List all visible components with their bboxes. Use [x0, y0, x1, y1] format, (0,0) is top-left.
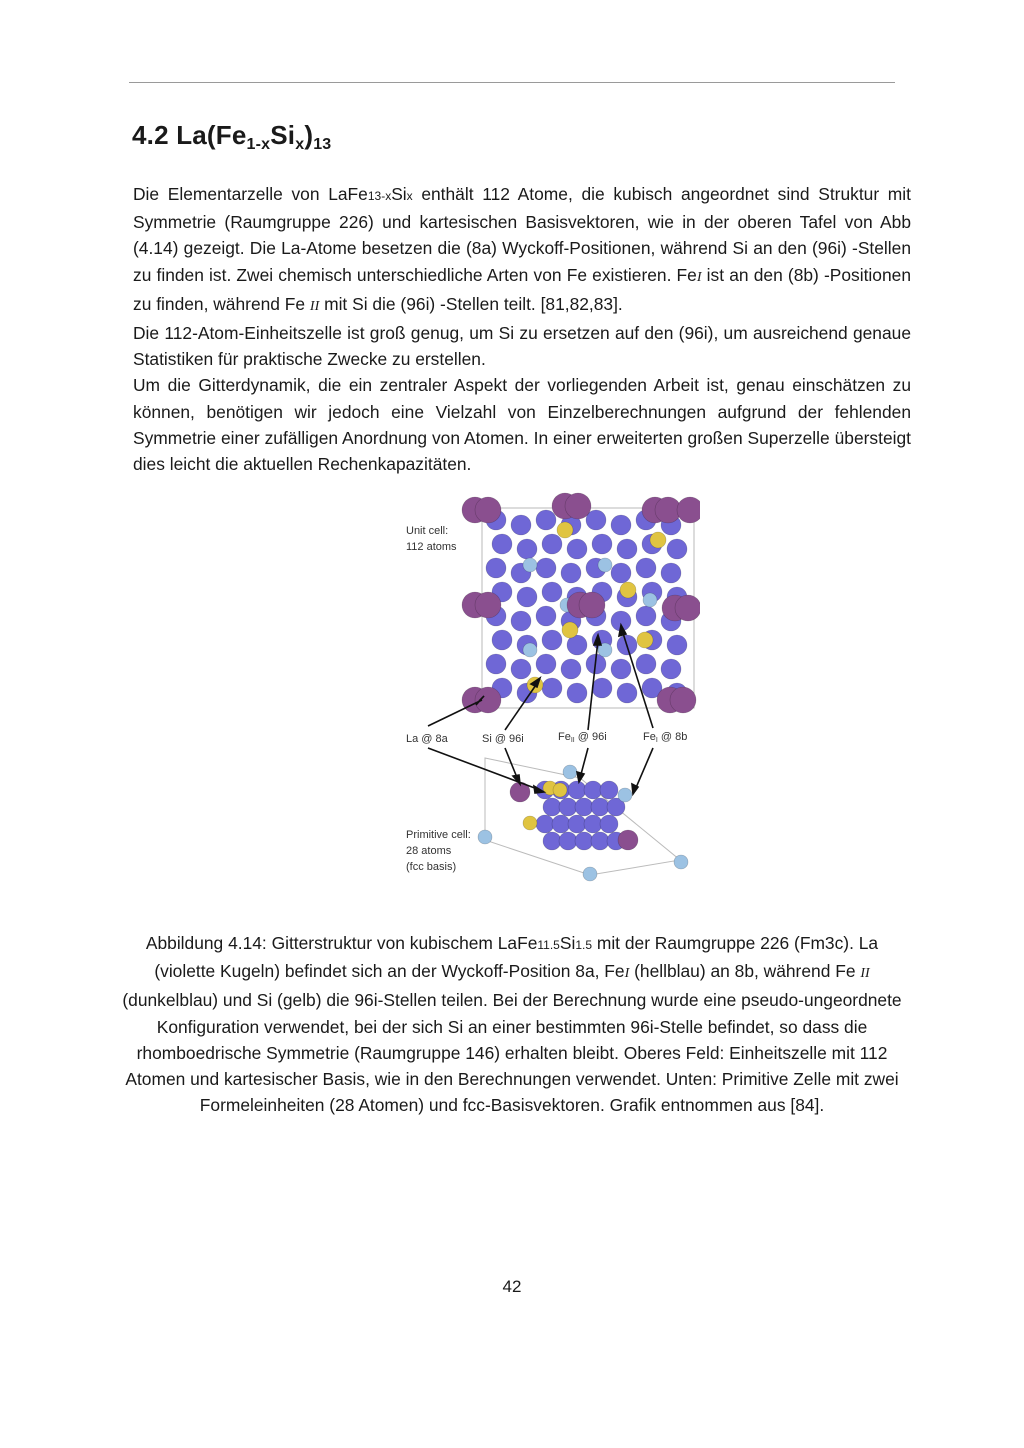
fe2-atom	[559, 798, 577, 816]
label-si-96i: Si @ 96i	[482, 733, 524, 745]
fe2-atom	[542, 534, 562, 554]
la-atom	[670, 687, 696, 713]
fe2-atom	[584, 781, 602, 799]
fe2-atom	[543, 832, 561, 850]
body-text	[133, 181, 911, 477]
fe2-atom	[517, 587, 537, 607]
fe2-atom	[511, 659, 531, 679]
fe2-atom	[567, 683, 587, 703]
fe1-atom	[523, 558, 537, 572]
fe2-atom	[511, 515, 531, 535]
fe2-atom	[617, 683, 637, 703]
unit-cell-label-1: Unit cell:	[406, 525, 449, 537]
header-rule	[129, 82, 895, 83]
fe2-atom	[611, 563, 631, 583]
fe2-atom	[636, 654, 656, 674]
crystal-structure-image	[400, 490, 700, 895]
fe2-atom	[561, 659, 581, 679]
la-atom	[475, 687, 501, 713]
fe2-atom	[536, 558, 556, 578]
fe2-atom	[542, 582, 562, 602]
label-fe1-8b: FeI @ 8b	[643, 731, 688, 744]
paragraph-2: Die 112-Atom-Einheitszelle ist groß genug, um Si zu ersetzen auf den (96i), um ausreichend genaue Statistiken für praktische Zwecke zu erstellen.	[133, 323, 911, 370]
fe2-atom	[617, 539, 637, 559]
fe2-atom	[559, 832, 577, 850]
fe2-atom	[536, 654, 556, 674]
fe2-atom	[636, 606, 656, 626]
fe1-atom	[643, 593, 657, 607]
fe1-atom	[598, 558, 612, 572]
label-fe2-96i: FeII @ 96i	[558, 731, 607, 744]
fe2-atom	[542, 678, 562, 698]
la-atom	[579, 592, 605, 618]
la-atom	[475, 592, 501, 618]
fe1-atom	[583, 867, 597, 881]
fe1-atom	[478, 830, 492, 844]
label-la-8a: La @ 8a	[406, 733, 448, 745]
figure-caption: Abbildung 4.14: Gitterstruktur von kubischem LaFe11.5Si1.5 mit der Raumgruppe 226 (Fm3c). La (violette Kugeln) befindet sich an der Wyckoff-Position 8a, FeI (hellblau) an 8b, während Fe II (dunkelblau) und Si (gelb) die 96i-Stellen teilen. Bei der Berechnung wurde eine pseudo-ungeordnete Konfiguration verwendet, bei der sich Si an einer bestimmten 96i-Stelle befindet, so dass die rhomboedrische Symmetrie (Raumgruppe 146) erhalten bleibt. Oberes Feld: Einheitszelle mit 112 Atomen und kartesischer Basis, wie in den Berechnungen verwendet. Unten: Primitive Zelle mit zwei Formeleinheiten (28 Atomen) und fcc-Basisvektoren. Grafik entnommen aus [84].	[122, 933, 902, 1116]
si-atom	[553, 783, 567, 797]
fe2-atom	[592, 678, 612, 698]
fe2-atom	[536, 606, 556, 626]
fe2-atom	[536, 815, 554, 833]
la-atom	[675, 595, 700, 621]
fe1-atom	[563, 765, 577, 779]
fe2-atom	[486, 558, 506, 578]
fe2-atom	[567, 539, 587, 559]
fe2-atom	[636, 558, 656, 578]
fe1-atom	[674, 855, 688, 869]
fe2-atom	[661, 563, 681, 583]
unit-cell-atoms	[462, 493, 700, 713]
fe2-atom	[517, 539, 537, 559]
crystal-structure-figure	[400, 490, 700, 895]
la-atom	[618, 830, 638, 850]
si-atom	[557, 522, 573, 538]
fe2-atom	[667, 635, 687, 655]
si-atom	[562, 622, 578, 638]
fe1-atom	[618, 788, 632, 802]
si-atom	[650, 532, 666, 548]
primitive-cell-label-2: 28 atoms	[406, 845, 452, 857]
fe2-atom	[486, 654, 506, 674]
fe2-atom	[543, 798, 561, 816]
fe2-atom	[591, 798, 609, 816]
la-atom	[565, 493, 591, 519]
primitive-cell-label-3: (fcc basis)	[406, 861, 457, 873]
fe2-atom	[552, 815, 570, 833]
fe2-atom	[492, 534, 512, 554]
page-number: 42	[502, 1277, 522, 1296]
la-atom	[475, 497, 501, 523]
section-heading: 4.2 $La(Fe_{1-x}Si_x)_{13}$	[132, 120, 332, 153]
fe2-atom	[536, 510, 556, 530]
fe2-atom	[492, 630, 512, 650]
unit-cell-label-2: 112 atoms	[406, 541, 457, 553]
fe2-atom	[600, 781, 618, 799]
fe2-atom	[600, 815, 618, 833]
fe2-atom	[661, 659, 681, 679]
fe2-atom	[611, 659, 631, 679]
primitive-cell-label-1: Primitive cell:	[406, 829, 471, 841]
si-atom	[523, 816, 537, 830]
fe2-atom	[568, 815, 586, 833]
fe2-atom	[575, 832, 593, 850]
la-atom	[677, 497, 700, 523]
fe2-atom	[511, 611, 531, 631]
fe2-atom	[568, 781, 586, 799]
fe1-atom	[523, 643, 537, 657]
fe2-atom	[561, 563, 581, 583]
fe2-atom	[591, 832, 609, 850]
si-atom	[637, 632, 653, 648]
fe2-atom	[584, 815, 602, 833]
fe2-atom	[575, 798, 593, 816]
fe2-atom	[542, 630, 562, 650]
paragraph-1: Die Elementarzelle von LaFe13-xSix enthält 112 Atome, die kubisch angeordnet sind Struktur mit Symmetrie (Raumgruppe 226) und kartesischen Basisvektoren, wie in der oberen Tafel von Abb (4.14) gezeigt. Die La-Atome besetzen die (8a) Wyckoff-Positionen, während Si an den (96i) -Stellen zu finden ist. Zwei chemisch unterschiedliche Arten von Fe existieren. FeI ist an den (8b) -Positionen zu finden, während Fe II mit Si die (96i) -Stellen teilt. [81,82,83].	[133, 184, 911, 314]
si-atom	[620, 582, 636, 598]
fe2-atom	[611, 515, 631, 535]
fe2-atom	[667, 539, 687, 559]
fe2-atom	[592, 534, 612, 554]
paragraph-3: Um die Gitterdynamik, die ein zentraler Aspekt der vorliegenden Arbeit ist, genau einschätzen zu können, benötigen wir jedoch eine Vielzahl von Einzelberechnungen aufgrund der fehlenden Symmetrie einer zufälligen Anordnung von Atomen. In einer erweiterten großen Superzelle übersteigt dies leicht die aktuellen Rechenkapazitäten.	[133, 375, 911, 475]
